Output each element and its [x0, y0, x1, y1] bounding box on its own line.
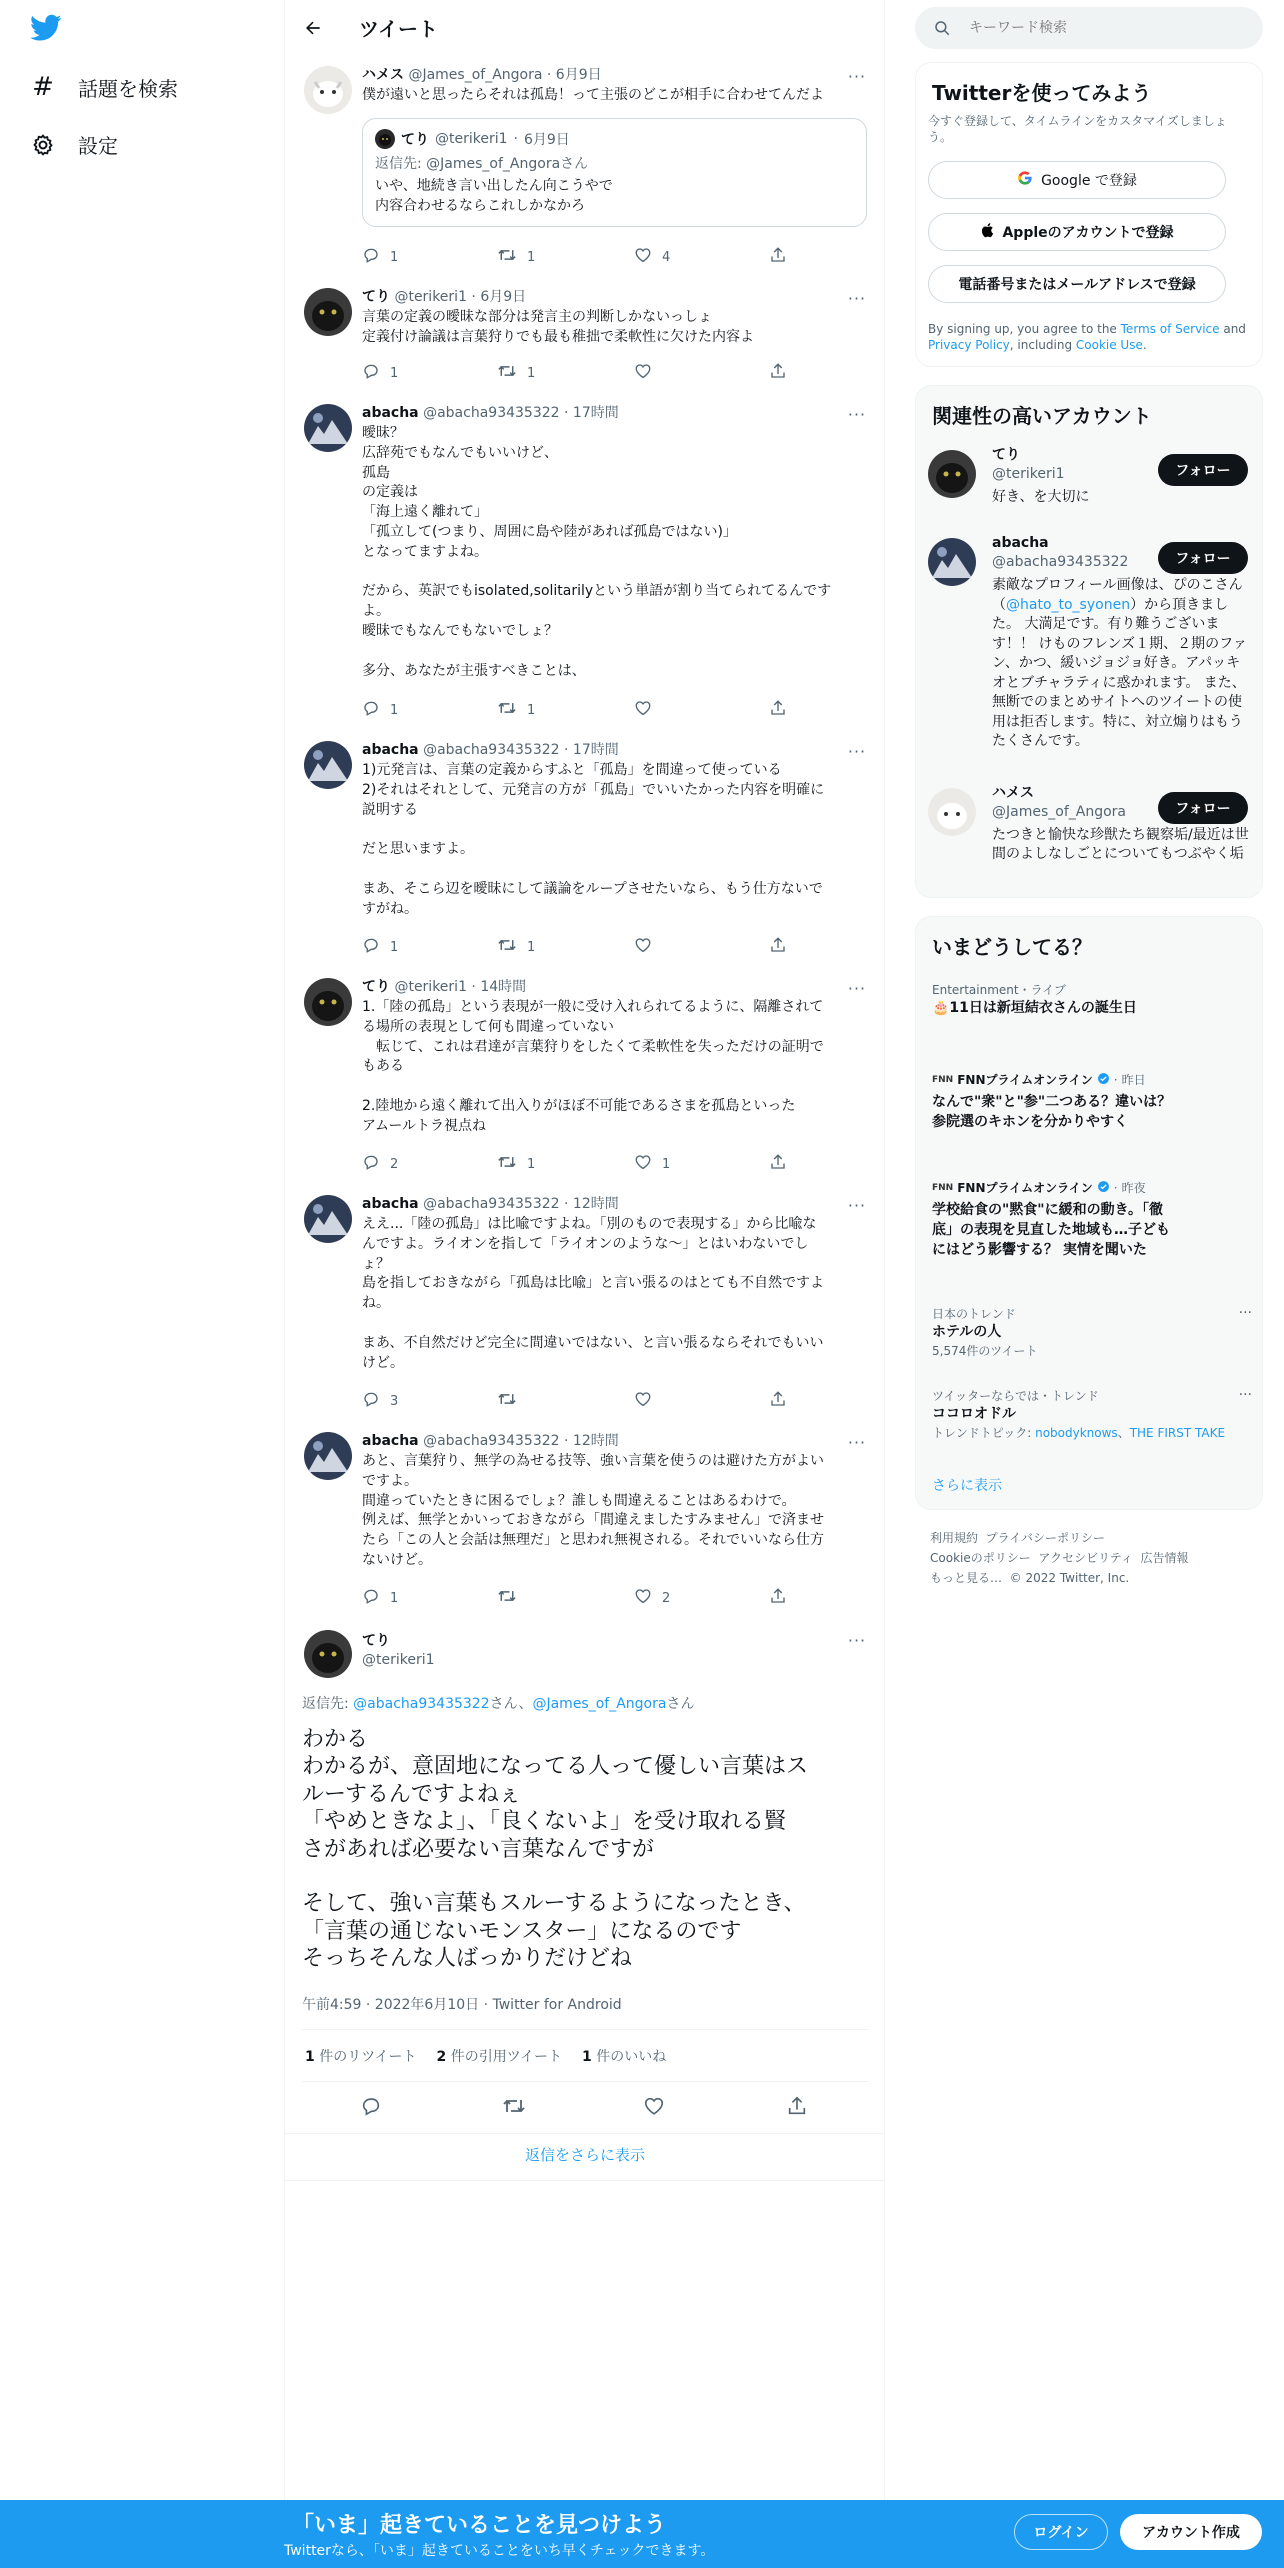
- tweet-author-name[interactable]: ハメス: [362, 67, 404, 83]
- follow-button[interactable]: フォロー: [1158, 454, 1248, 486]
- page-header: [285, 0, 885, 56]
- tweet-author-name[interactable]: abacha: [362, 1433, 419, 1449]
- retweet-count: 1: [527, 1156, 536, 1172]
- retweet-icon: [497, 362, 517, 384]
- tweet-handle[interactable]: @abacha93435322: [423, 1196, 560, 1212]
- retweet-button[interactable]: [497, 1153, 535, 1175]
- trend-title: ホテルの人: [932, 1324, 1002, 1340]
- account-bio: たつきと愉快な珍獣たち観察垢/最近は世間のよしなしごとについてもつぶやく垢: [992, 827, 1249, 862]
- more-options-icon[interactable]: ···: [847, 1432, 867, 1452]
- related-title: 関連性の高いアカウント: [932, 404, 1152, 428]
- search-input[interactable]: [969, 20, 1229, 36]
- account-bio: 素敵なプロフィール画像は、ぴのこさん（@hato_to_syonen）から頂きました。 大満足です。有り難うございます！！ けものフレンズ１期、２期のファン、かつ、緩いジョジョ好き。アパッキオとブチャラティに惑かれます。 また、無断でのまとめサイトへのツイートの使用は拒否します。特に、対立煽りはもうたくさんです。: [992, 577, 1247, 749]
- show-more-replies-link[interactable]: 返信をさらに表示: [524, 2146, 645, 2164]
- reply-button[interactable]: [362, 362, 398, 384]
- reply-count: 1: [390, 702, 399, 718]
- apple-signup-label: Appleのアカウントで登録: [1002, 225, 1174, 241]
- footer-links: [930, 1528, 1188, 1588]
- gear-icon: [30, 133, 56, 157]
- main-column: ツイート ハメス @James_of_Angora · 6月9日 僕が遠いと思ったらそれは孤島！って主張のどこが相手に合わせてんだよ てり @terikeri1 · 6月9日 返信先: @James_of_Angoraさん いや、地続き言い出したん向こうやで 内容合わせるならこれしかなかろ ··· 1 1 4 てり @terikeri1 · 6月9日 言葉の定義の曖昧な部分は発言主の判断しかないっしょ 定義付け論議は言葉狩りでも最も稚拙で柔軟性に欠けた内容よ ··· 1 1 abacha @abacha93435322 · 17時間 曖昧？ 広辞苑でもなんでもいいけど、 孤島 の定義は 「海上遠く離れて」 「孤立して(つまり、周囲に島や陸があれば孤島ではない)」 となってますよね。 だから、英訳でもisolated,solitarilyという単語が割り当てられてるんです よ。 曖昧でもなんでもないでしょ？ 多分、あなたが主張すべきことは、 ··· 1 1 abacha @abacha93435322 · 17時間 1)元発言は、言葉の定義からすふと「孤島」を間違って使っている 2)それはそれとして、元発言の方が「孤島」でいいたかった内容を明確に 説明する だと思いますよ。 まあ、そこら辺を曖昧にして議論をループさせたいなら、もう仕方ないで すがね。 ··· 1 1 てり @terikeri1 · 14時間 1.「陸の孤島」という表現が一般に受け入れられてるように、隔離されて る場所の表現として何も間違っていない 転じて、これは君達が言葉狩りをしたくて柔軟性を失っただけの証明で もある 2.陸地から遠く離れて出入りがほぼ不可能であるさまを孤島といった アムールトラ視点ね ··· 2 1 1 abacha @abacha93435322 · 12時間 ええ...「陸の孤島」は比喩ですよね。「別のもので表現する」から比喩な んですよ。ライオンを指して「ライオンのような～」とはいわないでし ょ？ 島を指しておきながら「孤島は比喩」と言い張るのはとても不自然ですよ ね。 まあ、不自然だけど完全に間違いではない、と言い張るならそれでもいい けど。 ··· 3 abacha @abacha93435322 · 12時間 あと、言葉狩り、無学の為せる技等、強い言葉を使うのは避けた方がよい ですよ。 間違っていたときに困るでしょ？誰しも間違えることはあるわけで。 例えば、無学とかいっておきながら「間違えましたすみません」で済ませ たら「この人と会話は無理だ」と思われ無視される。それでいいなら仕方 ないけど。 ··· 1 2 てり @terikeri1 ··· 返信先: @abacha93435322さん、@James_of_Angoraさん わかる わかるが、意固地になってる人って優しい言葉はス ルーするんですよねぇ 「やめときなよ」、「良くないよ」を受け取れる賢 さがあれば必要ない言葉なんですが そして、強い言葉もスルーするようになったとき、 「言葉の通じないモンスター」になるのです そっちそんな人ばっかりだけどね 午前4:59 · 2022年6月10日 · Twitter for Android 1 件のリツイート 2 件の引用ツイート 1 件のいいね 返信をさらに表示: [284, 0, 885, 2500]
- nav-settings[interactable]: [30, 130, 118, 159]
- heart-icon: [634, 936, 652, 958]
- trend-count: 5,574件のツイート: [932, 1344, 1038, 1358]
- tweet-text: 1)元発言は、言葉の定義からすふと「孤島」を間違って使っている 2)それはそれとして、元発言の方が「孤島」でいいたかった内容を明確に 説明する だと思いますよ。 まあ、そこら辺を曖昧にして議論をループさせたいなら、もう仕方ないで すがね。: [362, 762, 825, 917]
- trend-title: ココロオドル: [932, 1406, 1016, 1422]
- retweet-count: 1: [527, 702, 536, 718]
- left-nav: [0, 0, 284, 2500]
- reply-button[interactable]: [362, 1153, 398, 1175]
- trend-item[interactable]: [932, 1305, 1252, 1359]
- like-button[interactable]: [634, 362, 662, 384]
- retweet-icon: [497, 1390, 517, 1412]
- tweet-handle[interactable]: @terikeri1: [394, 979, 467, 995]
- tweet-author-name[interactable]: てり: [362, 979, 390, 995]
- tweet-author-name[interactable]: abacha: [362, 405, 419, 421]
- share-icon: [769, 1587, 787, 1609]
- login-button[interactable]: ログイン: [1014, 2514, 1108, 2550]
- retweet-button[interactable]: [497, 246, 535, 268]
- avatar[interactable]: [304, 978, 352, 1026]
- tweet-handle[interactable]: @James_of_Angora: [408, 67, 543, 83]
- retweet-count: 1: [527, 365, 536, 381]
- reply-count: 1: [390, 939, 399, 955]
- main-tweet-text: わかる わかるが、意固地になってる人って優しい言葉はス ルーするんですよねぇ 「やめときなよ」、「良くないよ」を受け取れる賢 さがあれば必要ない言葉なんですが そして、強い言葉もスルーするようになったとき、 「言葉の通じないモンスター」になるのです そっちそんな人ばっかりだけどね: [302, 1727, 809, 1972]
- tweet-timestamp[interactable]: 午前4:59 · 2022年6月10日 · Twitter for Android: [302, 1997, 622, 2013]
- account-handle[interactable]: @James_of_Angora: [992, 804, 1126, 820]
- twitter-logo-icon[interactable]: [30, 14, 62, 46]
- retweet-button[interactable]: [497, 936, 535, 958]
- verified-icon: [1097, 1180, 1110, 1196]
- tweet-handle[interactable]: @abacha93435322: [423, 405, 560, 421]
- reply-count: 1: [390, 365, 399, 381]
- quote-time: 6月9日: [523, 131, 570, 148]
- account-name[interactable]: abacha: [992, 535, 1049, 551]
- account-name[interactable]: ハメス: [992, 785, 1034, 801]
- trend-topic-link[interactable]: nobodyknows: [1035, 1426, 1118, 1440]
- engagement-stats: [305, 2046, 666, 2066]
- retweet-count: 1: [527, 249, 536, 265]
- related-account[interactable]: [916, 446, 1264, 516]
- tweet-text: 僕が遠いと思ったらそれは孤島！って主張のどこが相手に合わせてんだよ: [362, 87, 824, 103]
- tweet-text: 言葉の定義の曖昧な部分は発言主の判断しかないっしょ 定義付け論議は言葉狩りでも最も稚拙で柔軟性に欠けた内容よ: [362, 309, 754, 345]
- share-icon: [769, 936, 787, 958]
- reply-to-link[interactable]: @abacha93435322: [353, 1696, 490, 1712]
- tweet-handle[interactable]: @abacha93435322: [423, 1433, 560, 1449]
- avatar[interactable]: [304, 66, 352, 114]
- avatar[interactable]: [928, 450, 976, 498]
- nav-explore-label: 話題を検索: [78, 76, 178, 101]
- apple-signup-button[interactable]: [928, 213, 1226, 251]
- avatar[interactable]: [928, 538, 976, 586]
- avatar[interactable]: [304, 1630, 352, 1678]
- reply-icon: [362, 936, 380, 958]
- like-button[interactable]: [634, 699, 662, 721]
- share-icon: [769, 1390, 787, 1412]
- reply-count: 2: [390, 1156, 399, 1172]
- quote-author-name: てり: [401, 131, 429, 148]
- trend-category: Entertainment・ライブ: [932, 983, 1066, 997]
- share-button[interactable]: [769, 1153, 787, 1175]
- trend-item[interactable]: FNN FNNプライムオンライン · 昨夜 学校給食の"黙食"に緩和の動き。「徹底」の表現を見直した地域も…子どもにはどう影響する？ 実情を聞いた: [932, 1180, 1170, 1258]
- reply-button[interactable]: [362, 936, 398, 958]
- retweet-icon: [497, 699, 517, 721]
- avatar[interactable]: [304, 1195, 352, 1243]
- more-options-icon[interactable]: ···: [847, 741, 867, 761]
- page-title: ツイート: [359, 17, 438, 41]
- more-options-icon[interactable]: ···: [847, 978, 867, 998]
- like-stat[interactable]: 1 件のいいね: [582, 2049, 667, 2065]
- account-bio: 好き、を大切に: [992, 489, 1090, 505]
- phone-email-signup-button[interactable]: [928, 265, 1226, 303]
- share-button[interactable]: [769, 246, 787, 268]
- more-options-icon[interactable]: ···: [847, 1630, 867, 1650]
- tweet-time[interactable]: 14時間: [480, 979, 527, 995]
- like-count: 4: [662, 249, 671, 265]
- show-more-trends-link[interactable]: さらに表示: [932, 1478, 1002, 1494]
- footer-copyright: © 2022 Twitter, Inc.: [1009, 1571, 1130, 1585]
- main-tweet-actions: [285, 2095, 885, 2121]
- footer-cookie-link[interactable]: Cookieのポリシー: [930, 1551, 1031, 1565]
- tweet-author-name[interactable]: てり: [362, 1633, 390, 1649]
- avatar[interactable]: [304, 741, 352, 789]
- account-name[interactable]: てり: [992, 447, 1020, 463]
- footer-ads-link[interactable]: 広告情報: [1140, 1551, 1189, 1565]
- tweet-time[interactable]: 12時間: [572, 1433, 619, 1449]
- share-icon: [769, 699, 787, 721]
- divider: [301, 2029, 869, 2030]
- quote-reply-to: 返信先: @James_of_Angoraさん: [375, 155, 589, 172]
- terms-link[interactable]: Terms of Service: [1120, 322, 1220, 336]
- reply-count: 1: [390, 1590, 399, 1606]
- heart-icon: [634, 246, 652, 268]
- more-options-icon[interactable]: ···: [847, 404, 867, 424]
- tweet-handle[interactable]: @terikeri1: [362, 1652, 435, 1668]
- reply-icon: [362, 362, 380, 384]
- quote-stat[interactable]: 2 件の引用ツイート: [436, 2049, 563, 2065]
- like-button[interactable]: [634, 246, 670, 268]
- retweet-count: 1: [527, 939, 536, 955]
- tweet-text: あと、言葉狩り、無学の為せる技等、強い言葉を使うのは避けた方がよい ですよ。 間違っていたときに困るでしょ？誰しも間違えることはあるわけで。 例えば、無学とかいっておきながら「間違えましたすみません」で済ませ たら「この人と会話は無理だ」と思われ無視される。それでいいなら仕方 ないけど。: [362, 1453, 824, 1568]
- share-icon: [769, 1153, 787, 1175]
- reply-button[interactable]: [362, 246, 398, 268]
- retweet-icon[interactable]: [502, 2095, 526, 2121]
- reply-to-link[interactable]: @James_of_Angora: [532, 1696, 667, 1712]
- related-account[interactable]: [916, 534, 1264, 764]
- quote-handle: @terikeri1: [435, 130, 508, 147]
- trend-category: 日本のトレンド: [932, 1307, 1016, 1321]
- signup-button[interactable]: アカウント作成: [1120, 2514, 1262, 2550]
- follow-button[interactable]: フォロー: [1158, 792, 1248, 824]
- nav-settings-label: 設定: [78, 134, 118, 158]
- hashtag-icon: #: [32, 72, 54, 102]
- trend-title: 🎂11日は新垣結衣さんの誕生日: [932, 1000, 1137, 1016]
- tweet-time[interactable]: 17時間: [572, 742, 619, 758]
- google-signup-label: Google で登録: [1041, 173, 1137, 189]
- retweet-icon: [497, 246, 517, 268]
- follow-button[interactable]: フォロー: [1158, 542, 1248, 574]
- trend-item[interactable]: FNN FNNプライムオンライン · 昨日 なんで"衆"と"参"二つある？違いは？ 参院選のキホンを分かりやすく: [932, 1072, 1172, 1130]
- avatar[interactable]: [304, 288, 352, 336]
- trend-topic-link[interactable]: THE FIRST TAKE: [1129, 1426, 1226, 1440]
- tweet-actions: [362, 1390, 792, 1410]
- account-handle[interactable]: @abacha93435322: [992, 554, 1129, 570]
- trend-item[interactable]: [932, 981, 1252, 1018]
- news-time: 昨日: [1121, 1073, 1146, 1087]
- trend-category: ツイッターならでは・トレンド: [932, 1389, 1099, 1403]
- tweet-time[interactable]: 17時間: [572, 405, 619, 421]
- trends-card: [915, 916, 1263, 1510]
- tweet-actions: [362, 246, 792, 266]
- divider: [301, 2081, 869, 2082]
- divider: [285, 2180, 885, 2181]
- divider: [285, 2133, 885, 2134]
- footer-more-link[interactable]: もっと見る…: [930, 1571, 1003, 1585]
- tweet-actions: [362, 362, 792, 382]
- verified-icon: [1097, 1072, 1110, 1088]
- trend-item[interactable]: ツイッターならでは・トレンド ココロオドル トレンドトピック: nobodyknows、THE FIRST TAKE ···: [932, 1387, 1252, 1440]
- google-icon: [1017, 170, 1033, 190]
- quote-text: いや、地続き言い出したん向こうやで 内容合わせるならこれしかなかろ: [375, 177, 613, 214]
- news-logo-icon: FNN: [932, 1182, 954, 1193]
- more-options-icon[interactable]: ···: [847, 1195, 867, 1215]
- like-count: 2: [662, 1590, 671, 1606]
- reply-icon: [362, 246, 380, 268]
- tweet-author-name[interactable]: てり: [362, 289, 390, 305]
- quoted-tweet[interactable]: てり @terikeri1 · 6月9日 返信先: @James_of_Angoraさん いや、地続き言い出したん向こうやで 内容合わせるならこれしかなかろ: [362, 118, 867, 228]
- retweet-button[interactable]: [497, 1587, 527, 1609]
- tweet-author-name[interactable]: abacha: [362, 742, 419, 758]
- avatar[interactable]: [928, 788, 976, 836]
- heart-icon: [634, 1390, 652, 1412]
- bottom-bar-title: 「いま」起きていることを見つけよう: [292, 2513, 667, 2538]
- reply-button[interactable]: [362, 699, 398, 721]
- reply-button[interactable]: [362, 1587, 398, 1609]
- tweet-text: 1.「陸の孤島」という表現が一般に受け入れられてるように、隔離されて る場所の表現として何も間違っていない 転じて、これは君達が言葉狩りをしたくて柔軟性を失っただけの証明で もある 2.陸地から遠く離れて出入りがほぼ不可能であるさまを孤島といった アムールトラ視点ね: [362, 999, 824, 1134]
- tweet-handle[interactable]: @terikeri1: [394, 289, 467, 305]
- signup-bottom-bar: [0, 2500, 1284, 2568]
- news-source: FNNプライムオンライン: [957, 1073, 1093, 1087]
- search-box[interactable]: [915, 7, 1263, 49]
- heart-icon: [634, 1587, 652, 1609]
- share-button[interactable]: [769, 362, 787, 384]
- tweet-actions: [362, 1587, 792, 1607]
- share-button[interactable]: [769, 1390, 787, 1412]
- share-icon[interactable]: [786, 2095, 808, 2121]
- retweet-button[interactable]: [497, 362, 535, 384]
- share-button[interactable]: [769, 1587, 787, 1609]
- reply-icon: [362, 1587, 380, 1609]
- share-icon: [769, 246, 787, 268]
- reply-icon[interactable]: [360, 2095, 382, 2121]
- news-source: FNNプライムオンライン: [957, 1181, 1093, 1195]
- retweet-icon: [497, 936, 517, 958]
- mention-link[interactable]: @hato_to_syonen: [1006, 596, 1131, 613]
- tweet-time[interactable]: 12時間: [572, 1196, 619, 1212]
- footer-terms-link[interactable]: 利用規約: [930, 1531, 979, 1545]
- signup-subtitle: 今すぐ登録して、タイムラインをカスタマイズしましょう。: [928, 114, 1227, 144]
- like-count: 1: [662, 1156, 671, 1172]
- footer-accessibility-link[interactable]: アクセシビリティ: [1038, 1551, 1133, 1565]
- signup-terms: By signing up, you agree to the Terms of Service and Privacy Policy, including Cookie Use.: [928, 322, 1246, 352]
- related-account[interactable]: [916, 784, 1264, 884]
- account-handle[interactable]: @terikeri1: [992, 466, 1065, 482]
- reply-count: 3: [390, 1393, 399, 1409]
- trend-title: なんで"衆"と"参"二つある？違いは？ 参院選のキホンを分かりやすく: [932, 1094, 1172, 1130]
- trends-title: いまどうしてる？: [932, 935, 1092, 959]
- share-button[interactable]: [769, 699, 787, 721]
- trend-title: 学校給食の"黙食"に緩和の動き。「徹底」の表現を見直した地域も…子どもにはどう影響する？ 実情を聞いた: [932, 1202, 1170, 1258]
- retweet-button[interactable]: [497, 699, 535, 721]
- more-options-icon[interactable]: ···: [1238, 1387, 1252, 1403]
- share-button[interactable]: [769, 936, 787, 958]
- apple-icon: [980, 222, 994, 242]
- heart-icon: [634, 362, 652, 384]
- nav-explore[interactable]: [30, 72, 178, 102]
- privacy-link[interactable]: Privacy Policy: [928, 338, 1010, 352]
- cookie-link[interactable]: Cookie Use: [1075, 338, 1143, 352]
- more-options-icon[interactable]: ···: [847, 66, 867, 86]
- tweet-handle[interactable]: @abacha93435322: [423, 742, 560, 758]
- retweet-button[interactable]: [497, 1390, 527, 1412]
- tweet-actions: [362, 936, 792, 956]
- reply-button[interactable]: [362, 1390, 398, 1412]
- bottom-bar-subtitle: Twitterなら、「いま」起きていることをいち早くチェックできます。: [284, 2543, 715, 2559]
- like-button[interactable]: [634, 1153, 670, 1175]
- tweet-time[interactable]: 6月9日: [555, 67, 602, 83]
- reply-icon: [362, 1153, 380, 1175]
- like-button[interactable]: [634, 936, 662, 958]
- heart-icon: [634, 699, 652, 721]
- tweet-text: 曖昧？ 広辞苑でもなんでもいいけど、 孤島 の定義は 「海上遠く離れて」 「孤立して(つまり、周囲に島や陸があれば孤島ではない)」 となってますよね。 だから、英訳でもisolated,solitarilyという単語が割り当てられてるんです よ。 曖昧でもなんでもないでしょ？ 多分、あなたが主張すべきことは、: [362, 425, 832, 679]
- tweet-text: ええ...「陸の孤島」は比喩ですよね。「別のもので表現する」から比喩な んですよ。ライオンを指して「ライオンのような～」とはいわないでし ょ？ 島を指しておきながら「孤島は比喩」と言い張るのはとても不自然ですよ ね。 まあ、不自然だけど完全に間違いではない、と言い張るならそれでもいい けど。: [362, 1216, 824, 1371]
- news-logo-icon: FNN: [932, 1074, 954, 1085]
- avatar[interactable]: [304, 404, 352, 452]
- more-options-icon[interactable]: ···: [847, 288, 867, 308]
- tweet-author-name[interactable]: abacha: [362, 1196, 419, 1212]
- back-arrow-icon[interactable]: [299, 14, 327, 42]
- reply-icon: [362, 699, 380, 721]
- search-icon: [933, 19, 951, 37]
- heart-icon[interactable]: [643, 2095, 665, 2121]
- related-accounts-card: [915, 385, 1263, 898]
- reply-to-line: 返信先: @abacha93435322さん、@James_of_Angoraさん: [302, 1696, 695, 1712]
- signup-title: Twitterを使ってみよう: [932, 81, 1152, 105]
- heart-icon: [634, 1153, 652, 1175]
- retweet-icon: [497, 1153, 517, 1175]
- footer-privacy-link[interactable]: プライバシーポリシー: [985, 1531, 1106, 1545]
- tweet-time[interactable]: 6月9日: [480, 289, 527, 305]
- news-time: 昨夜: [1121, 1181, 1146, 1195]
- more-options-icon[interactable]: ···: [1238, 1305, 1252, 1321]
- tweet-actions: [362, 699, 792, 719]
- signup-card: [915, 62, 1263, 367]
- google-signup-button[interactable]: [928, 161, 1226, 199]
- avatar[interactable]: [304, 1432, 352, 1480]
- phone-email-signup-label: 電話番号またはメールアドレスで登録: [958, 277, 1196, 293]
- retweet-icon: [497, 1587, 517, 1609]
- share-icon: [769, 362, 787, 384]
- like-button[interactable]: [634, 1390, 662, 1412]
- tweet-actions: [362, 1153, 792, 1173]
- retweet-stat[interactable]: 1 件のリツイート: [305, 2049, 417, 2065]
- avatar: [375, 129, 395, 149]
- reply-count: 1: [390, 249, 399, 265]
- like-button[interactable]: [634, 1587, 670, 1609]
- reply-icon: [362, 1390, 380, 1412]
